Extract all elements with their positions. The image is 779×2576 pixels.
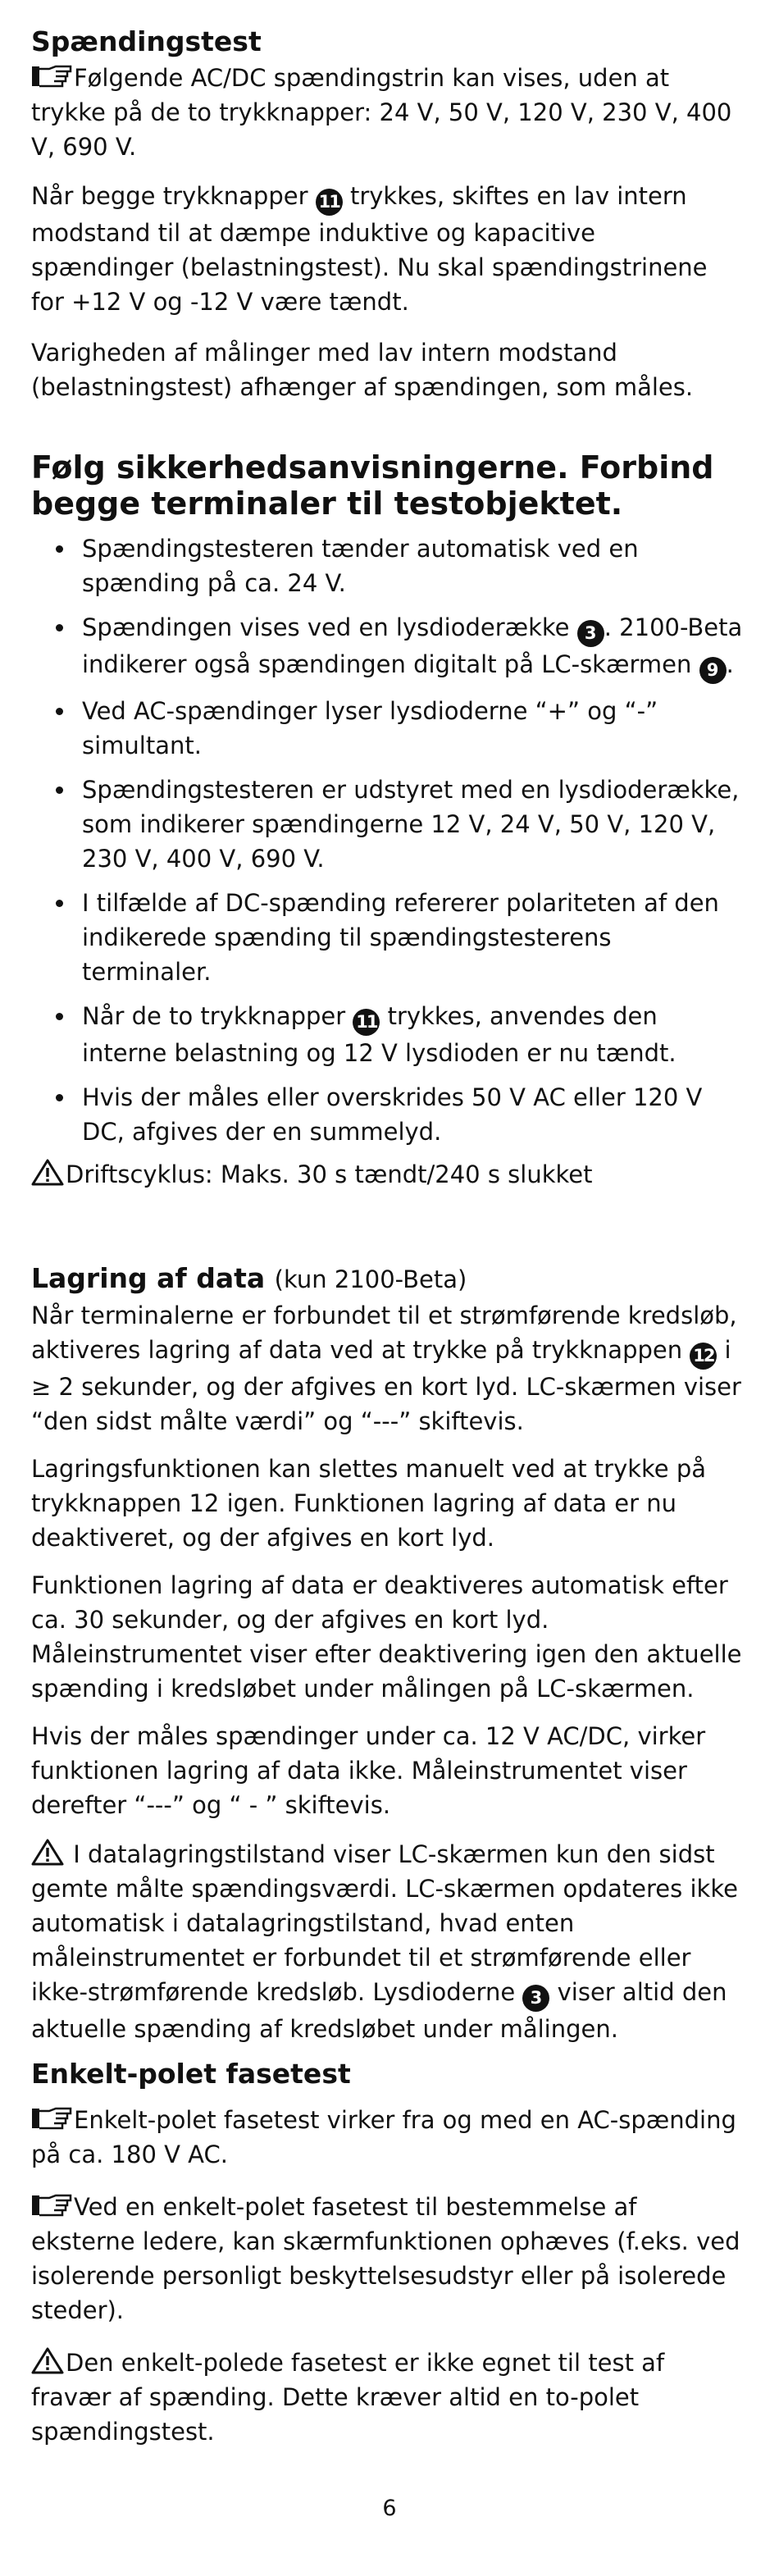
number-3-marker: 3 — [522, 1985, 549, 2012]
warning-text: Driftscyklus: Maks. 30 s tændt/240 s slukket — [66, 1160, 593, 1188]
title-text: Lagring af data — [31, 1262, 266, 1294]
text: Spændingen vises ved en lysdioderække — [82, 613, 577, 641]
section-title: Spændingstest — [31, 25, 262, 57]
title-note: (kun 2100-Beta) — [274, 1265, 467, 1293]
text: i ≥ 2 sekunder, og der afgives en kort lyd. LC-skærmen viser “den sidst målte værdi” og “---” skiftevis. — [31, 1336, 741, 1435]
number-11-marker: 11 — [316, 189, 343, 216]
list-item — [31, 610, 745, 684]
list-item — [31, 999, 745, 1070]
note-text: Enkelt-polet fasetest virker fra og med en AC-spænding på ca. 180 V AC. — [31, 2106, 736, 2168]
bullet-icon — [56, 624, 63, 631]
text: trykkes, anvendes den interne belastning og 12 V lysdioden er nu tændt. — [82, 1002, 676, 1067]
section-title: Enkelt-polet fasetest — [31, 2058, 351, 2090]
note-paragraph — [31, 2190, 745, 2328]
bullet-icon — [56, 545, 63, 553]
text: . 2100-Beta indikerer også spændingen digitalt på LC-skærmen — [82, 613, 743, 678]
warning-text: Den enkelt-polede fasetest er ikke egnet til test af fravær af spænding. Dette kræver altid en to-polet spændingstest. — [31, 2349, 665, 2446]
pointing-hand-icon — [31, 2106, 72, 2131]
text: Når begge trykknapper — [31, 182, 316, 210]
section-safety — [31, 449, 745, 1192]
paragraph: Hvis der måles spændinger under ca. 12 V AC/DC, virker funktionen lagring af data ikke. Måleinstrumentet viser derefter “---” og “ - ” skiftevis. — [31, 1722, 706, 1819]
note-paragraph — [31, 2103, 745, 2172]
section-title — [31, 1261, 745, 1297]
section-data-hold — [31, 1261, 745, 2046]
list-item — [31, 773, 745, 876]
text: Spændingstesteren er udstyret med en lysdioderække, som indikerer spændingerne 12 V, 24 V, 50 V, 120 V, 230 V, 400 V, 690 V. — [82, 776, 740, 873]
list-item — [31, 1080, 745, 1149]
section-voltage-test — [31, 25, 745, 404]
section-single-pole-test — [31, 2057, 745, 2449]
bullet-icon — [56, 786, 63, 794]
paragraph: Funktionen lagring af data er deaktiveres automatisk efter ca. 30 sekunder, og der afgives en kort lyd. Måleinstrumentet viser efter deaktivering igen den aktuelle spænding i kredsløbet under målingen på LC-skærmen. — [31, 1571, 742, 1703]
number-12-marker: 12 — [690, 1343, 717, 1370]
bullet-list — [31, 531, 745, 1149]
paragraph: Lagringsfunktionen kan slettes manuelt ved at trykke på trykknappen 12 igen. Funktionen lagring af data er nu deaktiveret, og der afgives en kort lyd. — [31, 1455, 707, 1552]
number-9-marker: 9 — [699, 657, 727, 684]
list-item — [31, 531, 745, 600]
paragraph — [31, 179, 745, 319]
text: . — [726, 650, 734, 678]
note-paragraph — [31, 61, 745, 164]
pointing-hand-icon — [31, 64, 72, 89]
warning-paragraph — [31, 1837, 745, 2046]
text: Når de to trykknapper — [82, 1002, 353, 1030]
section-title: Følg sikkerhedsanvisningerne. Forbind begge terminaler til testobjektet. — [31, 449, 714, 522]
note-text: Ved en enkelt-polet fasetest til bestemmelse af eksterne ledere, kan skærmfunktionen ophæves (f.eks. ved isolerende personligt beskyttelsesudstyr eller på isolerede steder). — [31, 2193, 740, 2324]
list-item — [31, 886, 745, 989]
bullet-icon — [56, 1094, 63, 1101]
text: Ved AC-spændinger lyser lysdioderne “+” og “-” simultant. — [82, 697, 658, 759]
text: Hvis der måles eller overskrides 50 V AC eller 120 V DC, afgives der en summelyd. — [82, 1083, 703, 1146]
number-3-marker: 3 — [577, 620, 604, 647]
warning-text: viser altid den aktuelle spænding af kredsløbet under målingen. — [31, 1978, 727, 2043]
bullet-icon — [56, 1013, 63, 1020]
list-item — [31, 694, 745, 763]
bullet-icon — [56, 900, 63, 907]
text: Spændingstesteren tænder automatisk ved en spænding på ca. 24 V. — [82, 535, 639, 597]
text: trykkes, skiftes en lav intern modstand til at dæmpe induktive og kapacitive spændinger (belastningstest). Nu skal spændingstrinene for +12 V og -12 V være tændt. — [31, 182, 708, 316]
pointing-hand-icon — [31, 2193, 72, 2218]
warning-text: I datalagringstilstand viser LC-skærmen kun den sidst gemte målte spændingsværdi. LC-skærmen opdateres ikke automatisk i datalagringstilstand, hvad enten måleinstrumentet er forbundet til et strømførende eller ikke-strømførende kredsløb. Lysdioderne — [31, 1840, 738, 2006]
note-text: Følgende AC/DC spændingstrin kan vises, uden at trykke på de to trykknapper: 24 V, 50 V, 120 V, 230 V, 400 V, 690 V. — [31, 64, 732, 161]
warning-paragraph — [31, 2346, 745, 2449]
warning-triangle-icon — [31, 1838, 64, 1866]
warning-triangle-icon — [31, 2346, 64, 2374]
paragraph: Varigheden af målinger med lav intern modstand (belastningstest) afhænger af spændingen, som måles. — [31, 339, 694, 401]
bullet-icon — [56, 708, 63, 715]
warning-triangle-icon — [31, 1158, 64, 1186]
warning-line — [31, 1157, 745, 1192]
page-number: 6 — [382, 2496, 397, 2521]
number-11-marker: 11 — [353, 1009, 380, 1036]
text: Når terminalerne er forbundet til et strømførende kredsløb, aktiveres lagring af data ved at trykke på trykknappen — [31, 1302, 737, 1364]
paragraph — [31, 1298, 745, 1438]
text: I tilfælde af DC-spænding refererer polariteten af den indikerede spænding til spændingstesterens terminaler. — [82, 889, 719, 986]
